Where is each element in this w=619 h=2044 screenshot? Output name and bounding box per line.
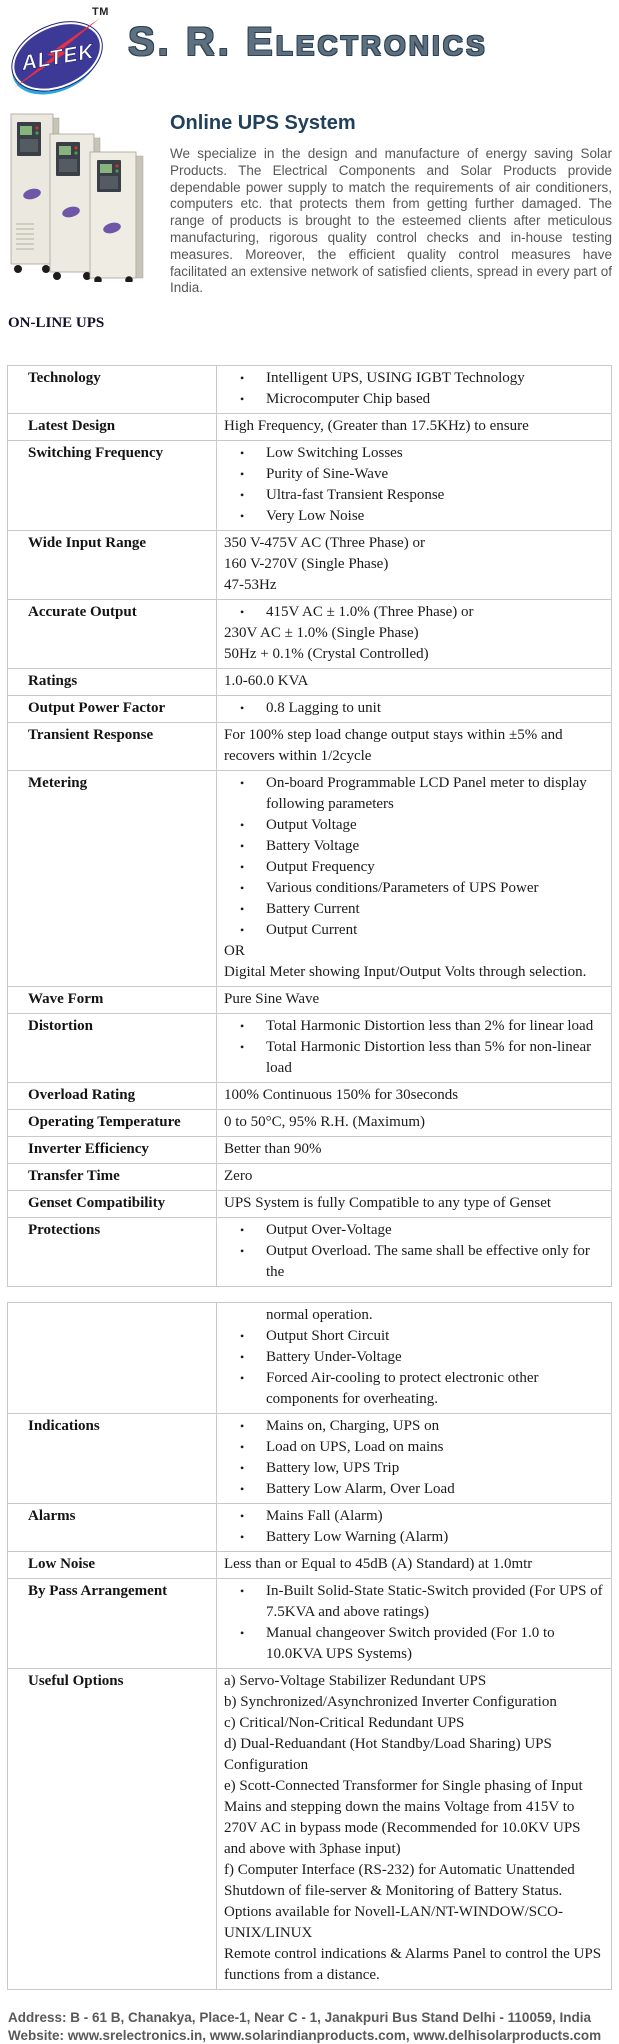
spec-bullet-text: Battery Low Warning (Alarm) <box>266 1529 449 1546</box>
spec-label-cell: Operating Temperature <box>8 1110 217 1137</box>
spec-row <box>8 1191 612 1218</box>
bullet-icon: • <box>240 776 245 791</box>
spec-bullet-text: Manual changeover Switch provided (For 1.0 to 10.0KVA UPS Systems) <box>266 1625 555 1663</box>
bullet-icon: • <box>240 839 245 854</box>
spec-label-cell: Metering <box>8 771 217 987</box>
bullet-icon: • <box>240 923 245 938</box>
spec-bullet-text: Output Current <box>266 922 358 939</box>
bullet-icon: • <box>240 1223 245 1238</box>
spec-value-cell <box>217 1164 612 1191</box>
spec-line: OR <box>224 943 245 960</box>
spec-bullet-item <box>224 1037 603 1079</box>
spec-bullet-item <box>224 443 603 464</box>
bullet-icon: • <box>240 1244 245 1259</box>
trademark-symbol: TM <box>92 6 109 18</box>
spec-bullet-text: 0.8 Lagging to unit <box>266 700 381 717</box>
spec-row <box>8 1414 612 1504</box>
spec-row <box>8 441 612 531</box>
spec-bullet-text: Load on UPS, Load on mains <box>266 1439 444 1456</box>
spec-value-cell <box>217 1303 612 1414</box>
spec-line: High Frequency, (Greater than 17.5KHz) to ensure <box>224 418 529 435</box>
spec-line: f) Computer Interface (RS-232) for Automatic Unattended Shutdown of file-server & Monitoring of Battery Status. Options available for Novell-LAN/NT-WINDOW/SCO-UNIX/LINUX <box>224 1862 575 1942</box>
spec-row <box>8 1303 612 1414</box>
spec-line: normal operation. <box>266 1307 373 1324</box>
spec-row <box>8 771 612 987</box>
spec-bullet-item <box>224 857 603 878</box>
spec-line: Better than 90% <box>224 1141 322 1158</box>
bullet-icon: • <box>240 371 245 386</box>
spec-row <box>8 1083 612 1110</box>
spec-line: Less than or Equal to 45dB (A) Standard) at 1.0mtr <box>224 1556 533 1573</box>
spec-value-cell <box>217 1218 612 1287</box>
spec-table <box>7 365 612 1287</box>
spec-bullet-item <box>224 1368 603 1410</box>
bullet-icon: • <box>240 1040 245 1055</box>
spec-bullet-text: 415V AC ± 1.0% (Three Phase) or <box>266 604 474 621</box>
spec-bullet-text: Mains on, Charging, UPS on <box>266 1418 440 1435</box>
bullet-icon: • <box>240 1584 245 1599</box>
spec-row <box>8 1110 612 1137</box>
spec-label-cell: Transfer Time <box>8 1164 217 1191</box>
spec-label-cell: Distortion <box>8 1014 217 1083</box>
spec-row <box>8 366 612 414</box>
spec-bullet-item <box>224 1220 603 1241</box>
spec-value-cell <box>217 696 612 723</box>
spec-value-cell <box>217 1552 612 1579</box>
spec-bullet-item <box>224 1581 603 1623</box>
spec-line: d) Dual-Reduandant (Hot Standby/Load Sharing) UPS Configuration <box>224 1736 552 1774</box>
spec-bullet-item <box>224 506 603 527</box>
spec-row <box>8 414 612 441</box>
spec-line: Pure Sine Wave <box>224 991 320 1008</box>
spec-value-cell <box>217 669 612 696</box>
spec-line: Zero <box>224 1168 253 1185</box>
spec-label-cell: Switching Frequency <box>8 441 217 531</box>
bullet-icon: • <box>240 605 245 620</box>
bullet-icon: • <box>240 1482 245 1497</box>
bullet-icon: • <box>240 1019 245 1034</box>
spec-bullet-item <box>224 368 603 389</box>
spec-bullet-text: Forced Air-cooling to protect electronic other components for overheating. <box>266 1370 539 1408</box>
spec-label-cell: Latest Design <box>8 414 217 441</box>
spec-label-cell: Indications <box>8 1414 217 1504</box>
spec-bullet-text: Output Over-Voltage <box>266 1222 392 1239</box>
spec-bullet-text: Output Voltage <box>266 817 357 834</box>
spec-label-cell: Accurate Output <box>8 600 217 669</box>
spec-row <box>8 1504 612 1552</box>
product-description: We specialize in the design and manufacture of energy saving Solar Products. The Electrical Components and Solar Products provide dependable power supply to match the requirements of air conditioners, computers etc. that protects them from getting further damaged. The range of products is brought to the esteemed clients after meticulous manufacturing, rigorous quality control checks and in-house testing measures. Moreover, the efficient quality control measures have facilitated an extensive network of satisfied clients, spread in every part of India. <box>170 146 612 296</box>
bullet-icon: • <box>240 701 245 716</box>
spec-bullet-item <box>224 1326 603 1347</box>
spec-value-cell <box>217 771 612 987</box>
spec-line: Remote control indications & Alarms Panel to control the UPS functions from a distance. <box>224 1946 602 1984</box>
bullet-icon: • <box>240 1350 245 1365</box>
page-title: S. R. Electronics <box>128 20 488 64</box>
spec-line: 0 to 50°C, 95% R.H. (Maximum) <box>224 1114 425 1131</box>
product-text-block <box>170 108 612 297</box>
spec-bullet-item <box>224 836 603 857</box>
spec-bullet-text: Output Overload. The same shall be effective only for the <box>266 1243 590 1281</box>
product-section <box>8 108 619 297</box>
spec-line: 50Hz + 0.1% (Crystal Controlled) <box>224 646 429 663</box>
spec-line: UPS System is fully Compatible to any type of Genset <box>224 1195 552 1212</box>
spec-line: c) Critical/Non-Critical Redundant UPS <box>224 1715 465 1732</box>
spec-label-cell: Protections <box>8 1218 217 1287</box>
spec-bullet-item <box>224 773 603 815</box>
spec-bullet-item <box>224 878 603 899</box>
spec-label-cell: Inverter Efficiency <box>8 1137 217 1164</box>
spec-row <box>8 600 612 669</box>
spec-line: 160 V-270V (Single Phase) <box>224 556 389 573</box>
spec-label-cell: By Pass Arrangement <box>8 1579 217 1669</box>
spec-value-cell <box>217 531 612 600</box>
spec-label-cell: Wide Input Range <box>8 531 217 600</box>
spec-value-cell <box>217 1579 612 1669</box>
spec-bullet-text: Ultra-fast Transient Response <box>266 487 445 504</box>
spec-row <box>8 1552 612 1579</box>
bullet-icon: • <box>240 1509 245 1524</box>
spec-line: 47-53Hz <box>224 577 277 594</box>
altek-logo-icon <box>8 6 112 100</box>
spec-label-cell: Ratings <box>8 669 217 696</box>
footer-website: Website: www.srelectronics.in, www.solarindianproducts.com, www.delhisolarproducts.com <box>8 2027 602 2043</box>
spec-bullet-text: Total Harmonic Distortion less than 2% for linear load <box>266 1018 594 1035</box>
spec-bullet-item <box>224 602 603 623</box>
spec-bullet-item <box>224 485 603 506</box>
spec-label-cell: Transient Response <box>8 723 217 771</box>
bullet-icon: • <box>240 1419 245 1434</box>
spec-row <box>8 1218 612 1287</box>
spec-bullet-text: Output Frequency <box>266 859 375 876</box>
footer-address: Address: B - 61 B, Chanakya, Place-1, Near C - 1, Janakpuri Bus Stand Delhi - 110059, India <box>8 2010 591 2026</box>
spec-line: 350 V-475V AC (Three Phase) or <box>224 535 425 552</box>
spec-label-cell: Wave Form <box>8 987 217 1014</box>
spec-value-cell <box>217 1110 612 1137</box>
spec-bullet-text: Low Switching Losses <box>266 445 403 462</box>
bullet-icon: • <box>240 1440 245 1455</box>
spec-row <box>8 696 612 723</box>
spec-bullet-item <box>224 1479 603 1500</box>
spec-value-cell <box>217 441 612 531</box>
bullet-icon: • <box>240 488 245 503</box>
spec-bullet-item <box>224 1527 603 1548</box>
spec-row <box>8 1579 612 1669</box>
spec-label-cell: Genset Compatibility <box>8 1191 217 1218</box>
spec-value-cell <box>217 600 612 669</box>
spec-line: 100% Continuous 150% for 30seconds <box>224 1087 459 1104</box>
spec-value-cell <box>217 1504 612 1552</box>
bullet-icon: • <box>240 881 245 896</box>
spec-tables <box>0 365 619 1990</box>
spec-row <box>8 1137 612 1164</box>
spec-bullet-item <box>224 815 603 836</box>
spec-row <box>8 669 612 696</box>
spec-line: a) Servo-Voltage Stabilizer Redundant UPS <box>224 1673 487 1690</box>
bullet-icon: • <box>240 1626 245 1641</box>
ups-towers-image <box>8 108 148 282</box>
spec-bullet-item <box>224 1241 603 1283</box>
spec-row <box>8 531 612 600</box>
bullet-icon: • <box>240 1530 245 1545</box>
spec-value-cell <box>217 366 612 414</box>
bullet-icon: • <box>240 446 245 461</box>
bullet-icon: • <box>240 1461 245 1476</box>
spec-bullet-text: Battery Voltage <box>266 838 360 855</box>
page-footer <box>8 2009 619 2044</box>
bullet-icon: • <box>240 902 245 917</box>
spec-value-cell <box>217 987 612 1014</box>
spec-value-cell <box>217 1014 612 1083</box>
altek-logo <box>8 6 112 100</box>
spec-bullet-item <box>224 698 603 719</box>
spec-value-cell <box>217 414 612 441</box>
spec-value-cell <box>217 723 612 771</box>
spec-bullet-item <box>224 1347 603 1368</box>
spec-label-cell <box>8 1303 217 1414</box>
spec-line: b) Synchronized/Asynchronized Inverter Configuration <box>224 1694 557 1711</box>
bullet-icon: • <box>240 1371 245 1386</box>
spec-value-cell <box>217 1191 612 1218</box>
spec-label-cell: Technology <box>8 366 217 414</box>
spec-bullet-text: Battery Low Alarm, Over Load <box>266 1481 455 1498</box>
spec-bullet-text: Total Harmonic Distortion less than 5% for non-linear load <box>266 1039 592 1077</box>
spec-label-cell: Overload Rating <box>8 1083 217 1110</box>
spec-bullet-item <box>224 1437 603 1458</box>
spec-value-cell <box>217 1669 612 1990</box>
spec-label-cell: Useful Options <box>8 1669 217 1990</box>
spec-row <box>8 1014 612 1083</box>
spec-row <box>8 1164 612 1191</box>
spec-value-cell <box>217 1414 612 1504</box>
spec-bullet-text: Output Short Circuit <box>266 1328 390 1345</box>
spec-bullet-text: On-board Programmable LCD Panel meter to display following parameters <box>266 775 587 813</box>
spec-value-cell <box>217 1083 612 1110</box>
spec-bullet-text: Microcomputer Chip based <box>266 391 431 408</box>
logo-text: ALTEK <box>19 39 97 76</box>
bullet-icon: • <box>240 392 245 407</box>
spec-table <box>7 1302 612 1990</box>
spec-bullet-item <box>224 920 603 941</box>
spec-line: Digital Meter showing Input/Output Volts through selection. <box>224 964 587 981</box>
spec-bullet-text: Battery Current <box>266 901 360 918</box>
spec-bullet-item <box>224 389 603 410</box>
spec-line: 230V AC ± 1.0% (Single Phase) <box>224 625 419 642</box>
spec-bullet-text: Very Low Noise <box>266 508 365 525</box>
spec-label-cell: Output Power Factor <box>8 696 217 723</box>
spec-label-cell: Low Noise <box>8 1552 217 1579</box>
spec-line: e) Scott-Connected Transformer for Single phasing of Input Mains and stepping down the mains Voltage from 415V to 270V AC in bypass mode (Recommended for 10.0KV UPS and above with 3phase input) <box>224 1778 583 1858</box>
spec-line: For 100% step load change output stays within ±5% and recovers within 1/2cycle <box>224 727 563 765</box>
bullet-icon: • <box>240 509 245 524</box>
spec-value-cell <box>217 1137 612 1164</box>
spec-row <box>8 723 612 771</box>
spec-line: 1.0-60.0 KVA <box>224 673 309 690</box>
bullet-icon: • <box>240 467 245 482</box>
spec-bullet-item <box>224 1416 603 1437</box>
spec-row <box>8 1669 612 1990</box>
page-header <box>0 0 619 104</box>
spec-label-cell: Alarms <box>8 1504 217 1552</box>
spec-bullet-text: Purity of Sine-Wave <box>266 466 389 483</box>
spec-bullet-text: Battery Under-Voltage <box>266 1349 402 1366</box>
bullet-icon: • <box>240 818 245 833</box>
spec-bullet-item <box>224 899 603 920</box>
spec-bullet-text: Battery low, UPS Trip <box>266 1460 400 1477</box>
bullet-icon: • <box>240 1329 245 1344</box>
spec-bullet-text: Mains Fall (Alarm) <box>266 1508 383 1525</box>
spec-bullet-text: Various conditions/Parameters of UPS Power <box>266 880 539 897</box>
section-label-online-ups: ON-LINE UPS <box>8 315 105 332</box>
spec-bullet-item <box>224 464 603 485</box>
spec-bullet-item <box>224 1623 603 1665</box>
spec-bullet-item <box>224 1458 603 1479</box>
bullet-icon: • <box>240 860 245 875</box>
spec-bullet-item <box>224 1016 603 1037</box>
spec-bullet-text: Intelligent UPS, USING IGBT Technology <box>266 370 525 387</box>
product-heading: Online UPS System <box>170 112 356 134</box>
spec-row <box>8 987 612 1014</box>
spec-bullet-item <box>224 1506 603 1527</box>
spec-bullet-text: In-Built Solid-State Static-Switch provided (For UPS of 7.5KVA and above ratings) <box>266 1583 603 1621</box>
